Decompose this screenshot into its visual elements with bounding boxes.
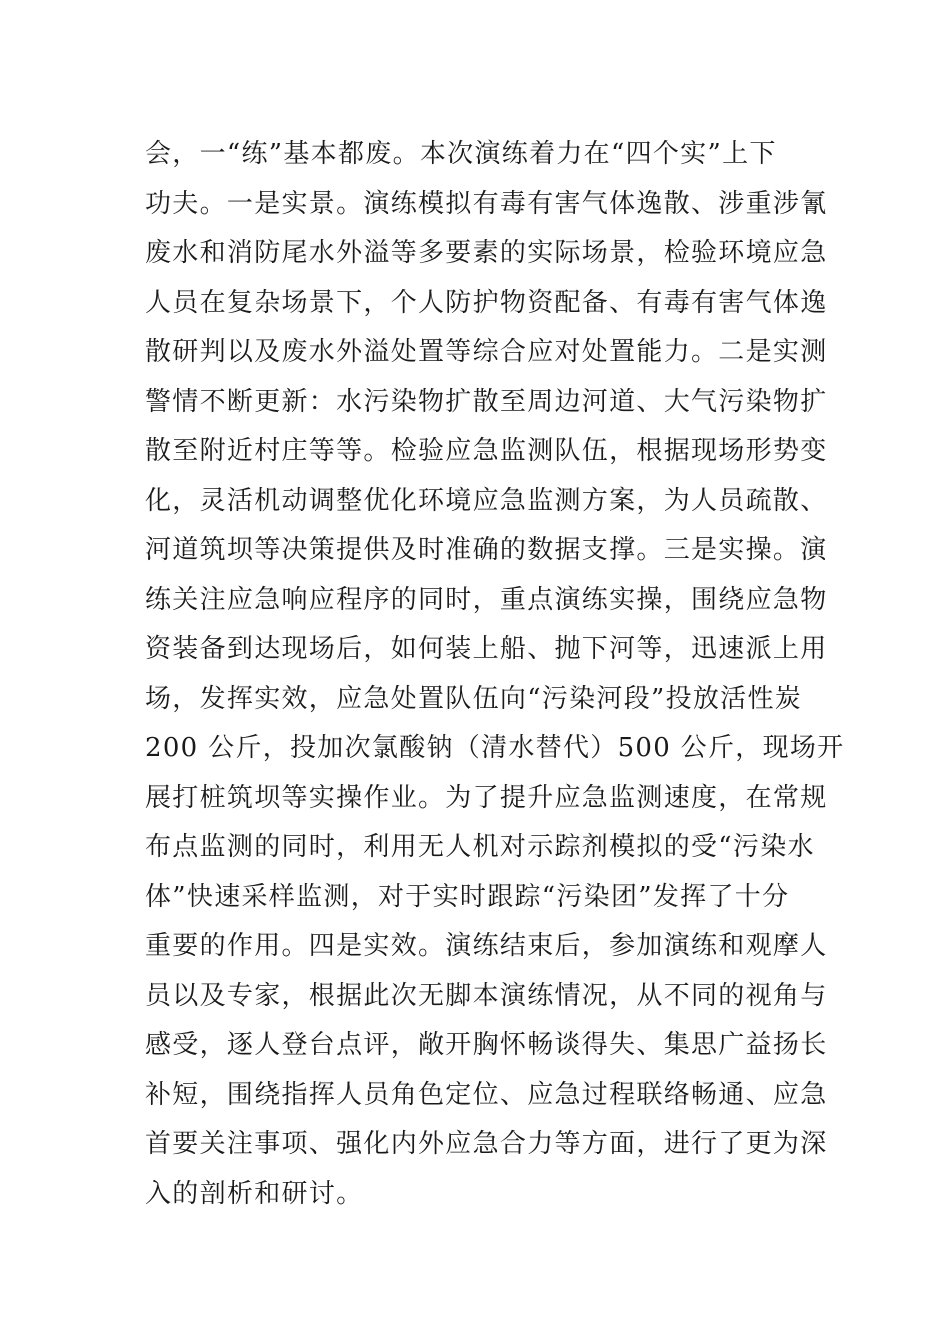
text-line: 练关注应急响应程序的同时，重点演练实操，围绕应急物 [145,584,828,615]
text-line: 功夫。一是实景。演练模拟有毒有害气体逸散、涉重涉氰 [145,188,828,219]
text-line: 布点监测的同时，利用无人机对示踪剂模拟的受“污染水 [145,832,815,862]
text-line: 200 公斤，投加次氯酸钠（清水替代）500 公斤，现场开 [145,733,845,763]
text-line: 入的剖析和研讨。 [145,1178,364,1209]
text-line: 废水和消防尾水外溢等多要素的实际场景，检验环境应急 [145,238,828,268]
text-line: 体”快速采样监测，对于实时跟踪“污染团”发挥了十分 [145,881,790,912]
body-paragraph [145,130,845,1219]
text-line: 化，灵活机动调整优化环境应急监测方案，为人员疏散、 [145,485,828,516]
text-line: 河道筑坝等决策提供及时准确的数据支撑。三是实操。演 [145,535,828,565]
text-line: 首要关注事项、强化内外应急合力等方面，进行了更为深 [145,1129,828,1159]
text-line: 感受，逐人登台点评，敞开胸怀畅谈得失、集思广益扬长 [145,1030,828,1060]
text-line: 资装备到达现场后，如何装上船、抛下河等，迅速派上用 [145,634,828,664]
text-line: 场，发挥实效，应急处置队伍向“污染河段”投放活性炭 [145,683,803,714]
text-line: 补短，围绕指挥人员角色定位、应急过程联络畅通、应急 [145,1079,828,1110]
text-line: 警情不断更新：水污染物扩散至周边河道、大气污染物扩 [145,386,828,417]
text-line: 展打桩筑坝等实操作业。为了提升应急监测速度，在常规 [145,782,828,813]
text-line: 散研判以及废水外溢处置等综合应对处置能力。二是实测 [145,337,828,367]
text-line: 人员在复杂场景下，个人防护物资配备、有毒有害气体逸 [145,287,828,318]
text-line: 会，一“练”基本都废。本次演练着力在“四个实”上下 [145,139,777,169]
text-line: 重要的作用。四是实效。演练结束后，参加演练和观摩人 [145,931,828,961]
text-line: 员以及专家，根据此次无脚本演练情况，从不同的视角与 [145,980,828,1011]
text-line: 散至附近村庄等等。检验应急监测队伍，根据现场形势变 [145,436,828,466]
